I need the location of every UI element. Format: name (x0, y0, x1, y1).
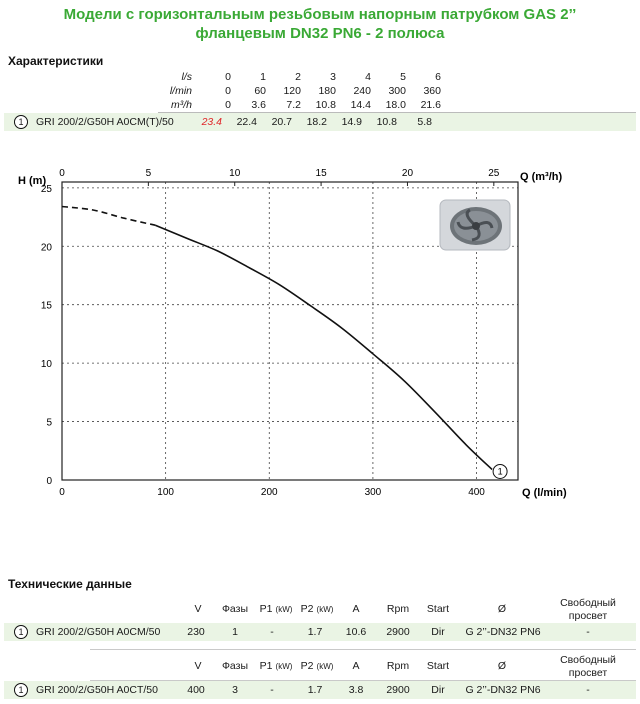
tech-phases: 3 (232, 684, 238, 696)
head-value: 23.4 (201, 116, 222, 128)
col-diameter: Ø (497, 603, 507, 615)
col-start: Start (426, 660, 450, 672)
x2-tick-label: 0 (59, 168, 65, 179)
cell: 360 (423, 85, 441, 97)
tech-rpm: 2900 (386, 626, 410, 638)
col-p1-unit: (kW) (275, 662, 293, 671)
curve-label-badge (493, 464, 507, 478)
unit-label: m³/h (171, 99, 192, 111)
characteristics-table (158, 70, 441, 112)
model-number-badge: 1 (14, 683, 28, 697)
col-start: Start (426, 603, 450, 615)
cell: 6 (435, 71, 441, 83)
x2-tick-label: 15 (315, 168, 327, 179)
head-value: 18.2 (306, 116, 327, 128)
row-m3h (158, 98, 441, 112)
tech-p2: 1.7 (307, 684, 323, 696)
tech-diameter: G 2’’-DN32 PN6 (465, 626, 541, 638)
col-a: A (352, 603, 360, 615)
cell: 14.4 (350, 99, 371, 111)
tech-p2: 1.7 (307, 626, 323, 638)
cell: 180 (318, 85, 336, 97)
tech-a: 10.6 (345, 626, 367, 638)
tech-v: 230 (187, 626, 205, 638)
tech-start: Dir (431, 684, 445, 696)
cell: 5 (400, 71, 406, 83)
unit-label: l/min (169, 85, 192, 97)
col-free-1: Свободный (560, 654, 616, 666)
cell: 21.6 (420, 99, 441, 111)
impeller-image (440, 200, 510, 250)
x-tick-label: 400 (468, 487, 485, 498)
col-p2: P2 (300, 660, 314, 672)
x-tick-label: 200 (260, 487, 278, 498)
model-number-badge: 1 (14, 625, 28, 639)
col-rpm: Rpm (386, 603, 410, 615)
y-tick-label: 0 (46, 476, 52, 487)
x2-tick-label: 10 (229, 168, 241, 179)
col-v: V (194, 603, 202, 615)
pump-curve-chart (0, 160, 640, 505)
tech-diameter: G 2’’-DN32 PN6 (465, 684, 541, 696)
tech-divider (90, 649, 636, 650)
x2-tick-label: 5 (145, 168, 152, 179)
row-ls (158, 70, 441, 84)
curve-label-text: 1 (497, 466, 503, 477)
x-tick-label: 300 (364, 487, 382, 498)
y-tick-label: 5 (46, 417, 52, 429)
title-line-1: Модели с горизонтальным резьбовым напорным патрубком GAS 2’’ (63, 6, 577, 23)
y-tick-label: 25 (40, 183, 52, 195)
tech-row (4, 623, 636, 641)
tech-free: - (586, 684, 590, 696)
tech-rpm: 2900 (386, 684, 410, 696)
cell: 1 (260, 71, 266, 83)
cell: 7.2 (286, 99, 301, 111)
col-free-1: Свободный (560, 597, 616, 609)
cell: 4 (365, 71, 371, 83)
cell: 3 (330, 71, 336, 83)
y-tick-label: 10 (40, 359, 52, 371)
col-a: A (352, 660, 360, 672)
col-p2-unit: (kW) (316, 605, 334, 614)
curve-solid-segment (155, 225, 492, 469)
model-name: GRI 200/2/G50H A0CM(T)/50 (36, 116, 174, 128)
head-value: 10.8 (376, 116, 397, 128)
col-free-2: просвет (568, 667, 608, 679)
tech-model-name: GRI 200/2/G50H A0CT/50 (36, 684, 158, 696)
curve-dashed-segment (62, 207, 155, 226)
col-p2-unit: (kW) (316, 662, 334, 671)
tech-phases: 1 (232, 626, 238, 638)
x2-tick-label: 20 (401, 168, 414, 179)
row-lmin (158, 84, 441, 98)
tech-header (0, 596, 640, 624)
col-p1-unit: (kW) (275, 605, 293, 614)
y-tick-label: 20 (40, 242, 52, 254)
head-value: 22.4 (236, 116, 257, 128)
col-p1: P1 (259, 660, 273, 672)
model-performance-row (4, 113, 636, 131)
col-p1: P1 (259, 603, 273, 615)
y-tick-label: 15 (40, 300, 52, 312)
y-axis-label: H (m) (18, 175, 47, 187)
col-diameter: Ø (497, 660, 507, 672)
tech-header (0, 651, 640, 679)
x2-tick-label: 25 (488, 168, 500, 179)
col-phases: Фазы (221, 603, 249, 615)
cell: 0 (225, 99, 231, 111)
tech-free: - (586, 626, 590, 638)
x-tick-label: 100 (157, 487, 174, 498)
head-value: 5.8 (417, 116, 432, 128)
cell: 2 (295, 71, 301, 83)
cell: 60 (254, 85, 266, 97)
unit-label: l/s (181, 71, 192, 83)
cell: 10.8 (315, 99, 336, 111)
tech-a: 3.8 (348, 684, 364, 696)
head-value: 20.7 (271, 116, 292, 128)
col-rpm: Rpm (386, 660, 410, 672)
cell: 18.0 (385, 99, 406, 111)
cell: 0 (225, 85, 231, 97)
tech-row (4, 681, 636, 699)
col-free-2: просвет (568, 610, 608, 622)
tech-start: Dir (431, 626, 445, 638)
x-tick-label: 0 (59, 487, 65, 498)
col-v: V (194, 660, 202, 672)
col-phases: Фазы (221, 660, 249, 672)
cell: 300 (388, 85, 406, 97)
cell: 240 (353, 85, 371, 97)
tech-v: 400 (187, 684, 205, 696)
col-p2: P2 (300, 603, 314, 615)
x2-axis-label: Q (m³/h) (520, 171, 563, 183)
tech-p1: - (270, 626, 274, 638)
x-axis-label: Q (l/min) (522, 487, 567, 499)
cell: 3.6 (251, 99, 266, 111)
tech-p1: - (270, 684, 274, 696)
model-number-badge: 1 (14, 115, 28, 129)
characteristics-heading: Характеристики (8, 54, 104, 68)
tech-model-name: GRI 200/2/G50H A0CM/50 (36, 626, 161, 638)
tech-heading: Технические данные (8, 577, 132, 591)
cell: 120 (283, 85, 301, 97)
cell: 0 (225, 71, 231, 83)
title-line-2: фланцевым DN32 PN6 - 2 полюса (195, 25, 445, 42)
head-value: 14.9 (341, 116, 362, 128)
